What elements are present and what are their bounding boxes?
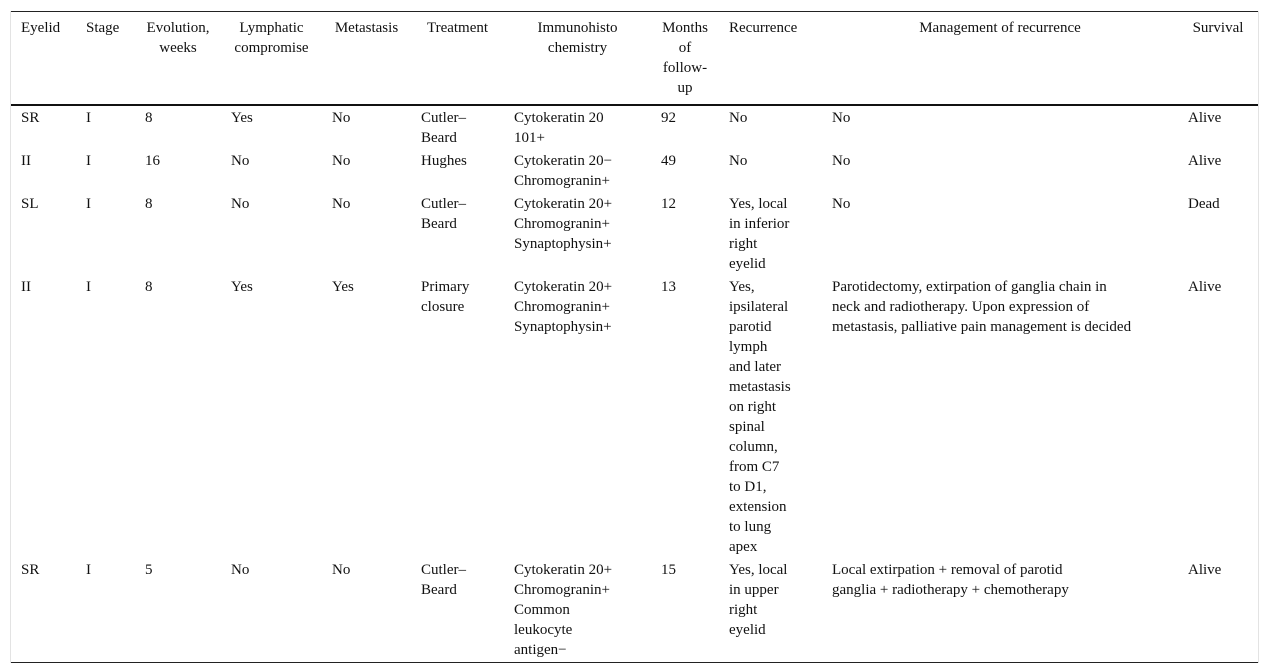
- cell-ihc: Cytokeratin 20− Chromogranin+: [514, 153, 613, 189]
- header-immunohistochemistry: Immunohisto chemistry: [537, 20, 618, 56]
- cell-evolution: 8: [145, 196, 153, 212]
- header-lymphatic: Lymphatic compromise: [234, 20, 309, 56]
- cell-treatment: Cutler– Beard: [421, 562, 466, 598]
- cell-stage: I: [86, 562, 91, 578]
- cell-stage: I: [86, 196, 91, 212]
- cell-metastasis: No: [332, 110, 351, 126]
- cell-lymphatic: No: [231, 196, 250, 212]
- cell-eyelid: II: [21, 279, 31, 295]
- cell-evolution: 8: [145, 110, 153, 126]
- cell-management: No: [832, 153, 851, 169]
- cell-stage: I: [86, 279, 91, 295]
- data-table: [11, 11, 1258, 663]
- cell-evolution: 5: [145, 562, 153, 578]
- header-metastasis: Metastasis: [334, 20, 399, 36]
- cell-treatment: Primary closure: [421, 279, 470, 315]
- cell-recurrence: No: [729, 110, 748, 126]
- cell-evolution: 16: [145, 153, 160, 169]
- cell-evolution: 8: [145, 279, 153, 295]
- cell-ihc: Cytokeratin 20 101+: [514, 110, 604, 146]
- cell-ihc: Cytokeratin 20+ Chromogranin+ Synaptophysin+: [514, 279, 613, 335]
- cell-lymphatic: Yes: [231, 279, 253, 295]
- cell-months: 49: [661, 153, 676, 169]
- cell-management: Local extirpation + removal of parotid ganglia + radiotherapy + chemotherapy: [832, 562, 1069, 598]
- cell-lymphatic: No: [231, 153, 250, 169]
- data-table-container: [10, 11, 1259, 663]
- header-recurrence: Recurrence: [729, 20, 798, 36]
- cell-survival: Alive: [1188, 110, 1222, 126]
- table-row: [11, 193, 1258, 276]
- cell-treatment: Cutler– Beard: [421, 196, 466, 232]
- header-survival: Survival: [1192, 20, 1244, 36]
- cell-eyelid: SL: [21, 196, 39, 212]
- table-row: [11, 276, 1258, 559]
- cell-metastasis: No: [332, 153, 351, 169]
- cell-stage: I: [86, 110, 91, 126]
- header-treatment: Treatment: [426, 20, 489, 36]
- cell-months: 13: [661, 279, 676, 295]
- header-eyelid: Eyelid: [21, 20, 61, 36]
- cell-metastasis: Yes: [332, 279, 354, 295]
- cell-months: 15: [661, 562, 676, 578]
- cell-eyelid: SR: [21, 110, 40, 126]
- cell-ihc: Cytokeratin 20+ Chromogranin+ Common leukocyte antigen−: [514, 562, 613, 658]
- cell-survival: Dead: [1188, 196, 1220, 212]
- table-row: [11, 559, 1258, 663]
- cell-management: No: [832, 196, 851, 212]
- cell-metastasis: No: [332, 562, 351, 578]
- cell-lymphatic: No: [231, 562, 250, 578]
- cell-survival: Alive: [1188, 153, 1222, 169]
- cell-recurrence: No: [729, 153, 748, 169]
- cell-recurrence: Yes, ipsilateral parotid lymph and later metastasis on right spinal column, from C7 to D1, extension to lung apex: [729, 279, 791, 555]
- cell-lymphatic: Yes: [231, 110, 253, 126]
- cell-treatment: Hughes: [421, 153, 467, 169]
- table-row: [11, 150, 1258, 193]
- cell-ihc: Cytokeratin 20+ Chromogranin+ Synaptophysin+: [514, 196, 613, 252]
- cell-management: No: [832, 110, 851, 126]
- cell-recurrence: Yes, local in inferior right eyelid: [729, 196, 790, 272]
- cell-treatment: Cutler– Beard: [421, 110, 466, 146]
- table-row: [11, 105, 1258, 150]
- header-management: Management of recurrence: [919, 20, 1081, 36]
- cell-eyelid: II: [21, 153, 31, 169]
- cell-months: 12: [661, 196, 676, 212]
- header-months-follow-up: Months of follow- up: [662, 20, 708, 96]
- header-stage: Stage: [86, 20, 120, 36]
- cell-recurrence: Yes, local in upper right eyelid: [729, 562, 788, 638]
- cell-months: 92: [661, 110, 676, 126]
- header-evolution: Evolution, weeks: [146, 20, 210, 56]
- cell-survival: Alive: [1188, 279, 1222, 295]
- cell-management: Parotidectomy, extirpation of ganglia chain in neck and radiotherapy. Upon expression of metastasis, palliative pain management is decided: [832, 279, 1132, 335]
- cell-metastasis: No: [332, 196, 351, 212]
- cell-eyelid: SR: [21, 562, 40, 578]
- table-header-row: [11, 12, 1258, 106]
- cell-survival: Alive: [1188, 562, 1222, 578]
- cell-stage: I: [86, 153, 91, 169]
